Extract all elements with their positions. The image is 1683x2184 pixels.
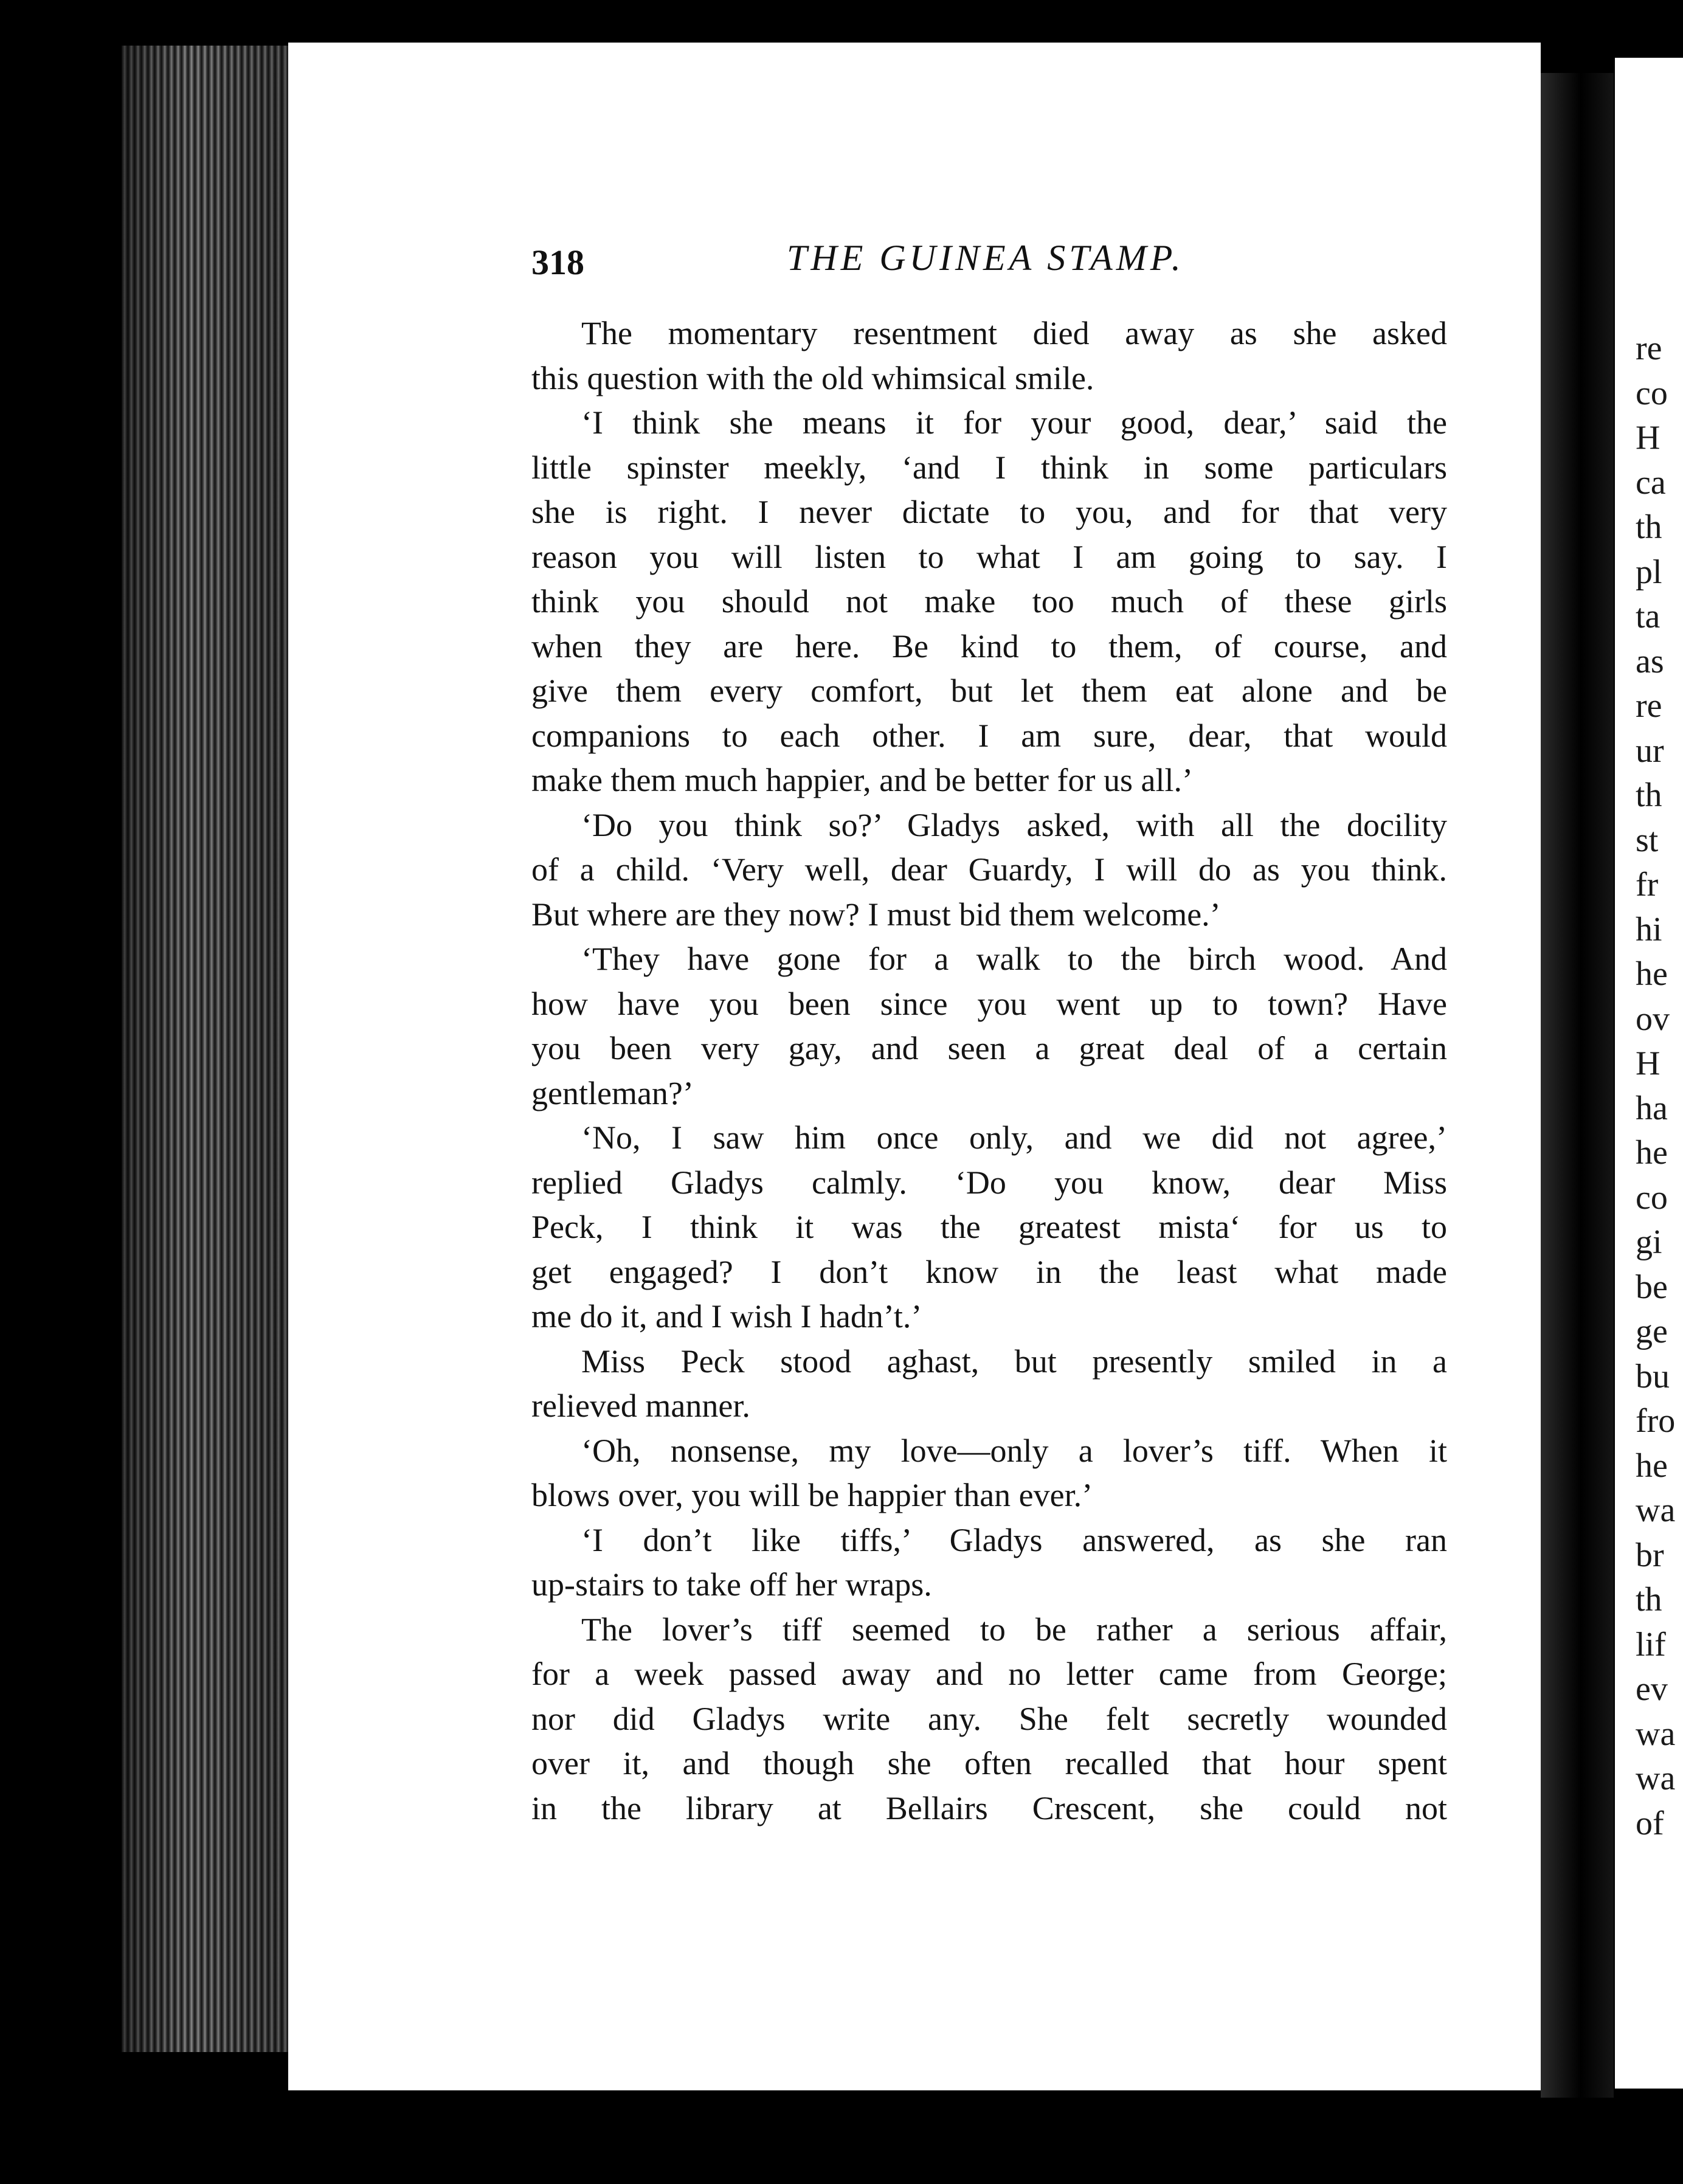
facing-page-fragment: fr bbox=[1636, 866, 1659, 904]
facing-page-fragment: H bbox=[1636, 1045, 1661, 1082]
gutter-shadow bbox=[1541, 73, 1614, 2098]
page-number: 318 bbox=[531, 243, 584, 282]
text-line: for a week passed away and no letter came from George; bbox=[531, 1656, 1447, 1692]
text-line: reason you will listen to what I am going to say. I bbox=[531, 538, 1447, 575]
text-line: little spinster meekly, ‘and I think in some particulars bbox=[531, 449, 1447, 486]
facing-page-fragment: th bbox=[1636, 776, 1662, 814]
facing-page-fragment: ur bbox=[1636, 731, 1664, 770]
facing-page-fragment: gi bbox=[1636, 1223, 1662, 1261]
facing-page-fragment: re bbox=[1636, 687, 1662, 725]
text-line: in the library at Bellairs Crescent, she could not bbox=[531, 1789, 1447, 1826]
facing-page-fragment: ge bbox=[1636, 1313, 1668, 1350]
facing-page-edge bbox=[1615, 58, 1683, 2089]
text-line: The momentary resentment died away as she asked bbox=[581, 315, 1447, 351]
facing-page-fragment: of bbox=[1636, 1804, 1664, 1842]
facing-page-fragment: wa bbox=[1636, 1760, 1676, 1797]
facing-page-fragment: ev bbox=[1636, 1670, 1668, 1708]
text-line: ‘They have gone for a walk to the birch wood. And bbox=[581, 941, 1447, 977]
text-line: give them every comfort, but let them eat alone and be bbox=[531, 672, 1447, 709]
text-line: gentleman?’ bbox=[531, 1074, 694, 1111]
text-line: you been very gay, and seen a great deal of a certain bbox=[531, 1030, 1447, 1066]
facing-page-fragment: bu bbox=[1636, 1357, 1670, 1395]
facing-page-fragment: wa bbox=[1636, 1715, 1676, 1753]
facing-page-fragment: th bbox=[1636, 508, 1662, 546]
facing-page-fragment: wa bbox=[1636, 1491, 1676, 1529]
text-line: up-stairs to take off her wraps. bbox=[531, 1566, 932, 1603]
text-line: The lover’s tiff seemed to be rather a serious affair, bbox=[581, 1611, 1447, 1648]
facing-page-fragment: ca bbox=[1636, 463, 1666, 502]
text-line: relieved manner. bbox=[531, 1387, 750, 1424]
text-line: make them much happier, and be better for us all.’ bbox=[531, 762, 1193, 798]
facing-page-fragment: hi bbox=[1636, 910, 1662, 949]
facing-page-fragment: he bbox=[1636, 1134, 1668, 1172]
facing-page-fragment: lif bbox=[1636, 1625, 1666, 1664]
text-line: ‘No, I saw him once only, and we did not agree,’ bbox=[581, 1119, 1447, 1156]
running-title: THE GUINEA STAMP. bbox=[787, 238, 1184, 278]
text-line: ‘I don’t like tiffs,’ Gladys answered, as she ran bbox=[581, 1521, 1447, 1558]
text-line: nor did Gladys write any. She felt secretly wounded bbox=[531, 1700, 1447, 1737]
text-line: she is right. I never dictate to you, and for that very bbox=[531, 494, 1447, 530]
facing-page-fragment: fro bbox=[1636, 1402, 1676, 1440]
text-line: Peck, I think it was the greatest mista‘ for us to bbox=[531, 1209, 1447, 1245]
text-line: ‘Oh, nonsense, my love—only a lover’s tiff. When it bbox=[581, 1432, 1447, 1469]
text-line: how have you been since you went up to town? Have bbox=[531, 985, 1447, 1022]
facing-page-fragment: H bbox=[1636, 419, 1661, 457]
page-edges-shading bbox=[122, 46, 292, 2052]
text-line: blows over, you will be happier than ever.’ bbox=[531, 1477, 1093, 1513]
facing-page-fragment: ov bbox=[1636, 1000, 1670, 1038]
text-line: when they are here. Be kind to them, of course, and bbox=[531, 627, 1447, 665]
text-line: get engaged? I don’t know in the least what made bbox=[531, 1253, 1447, 1290]
facing-page-fragment: re bbox=[1636, 330, 1662, 367]
facing-page-fragment: br bbox=[1636, 1536, 1664, 1574]
text-line: of a child. ‘Very well, dear Guardy, I will do as you think. bbox=[531, 851, 1447, 888]
running-head bbox=[531, 237, 1468, 286]
text-line: Miss Peck stood aghast, but presently smiled in a bbox=[581, 1343, 1447, 1380]
body-text bbox=[531, 311, 1447, 1831]
facing-page-fragment: ha bbox=[1636, 1089, 1668, 1127]
text-line: replied Gladys calmly. ‘Do you know, dear Miss bbox=[531, 1164, 1447, 1201]
facing-page-fragment: he bbox=[1636, 1446, 1668, 1485]
text-line: me do it, and I wish I hadn’t.’ bbox=[531, 1298, 922, 1335]
text-line: But where are they now? I must bid them welcome.’ bbox=[531, 896, 1221, 933]
facing-page-fragment: co bbox=[1636, 374, 1668, 412]
facing-page-fragment: as bbox=[1636, 642, 1664, 680]
text-line: this question with the old whimsical smile. bbox=[531, 359, 1094, 396]
facing-page-fragment: th bbox=[1636, 1581, 1662, 1619]
text-line: over it, and though she often recalled that hour spent bbox=[531, 1745, 1447, 1781]
text-line: ‘Do you think so?’ Gladys asked, with all the docility bbox=[581, 806, 1447, 843]
facing-page-fragment: co bbox=[1636, 1178, 1668, 1217]
text-line: think you should not make too much of these girls bbox=[531, 583, 1447, 620]
facing-page-fragment: ta bbox=[1636, 598, 1661, 635]
facing-page-fragment: pl bbox=[1636, 553, 1662, 591]
facing-page-fragment: st bbox=[1636, 821, 1659, 859]
text-line: ‘I think she means it for your good, dear,’ said the bbox=[581, 404, 1447, 441]
facing-page-fragment: be bbox=[1636, 1268, 1668, 1306]
facing-page-fragment: he bbox=[1636, 955, 1668, 993]
text-line: companions to each other. I am sure, dear, that would bbox=[531, 717, 1447, 754]
